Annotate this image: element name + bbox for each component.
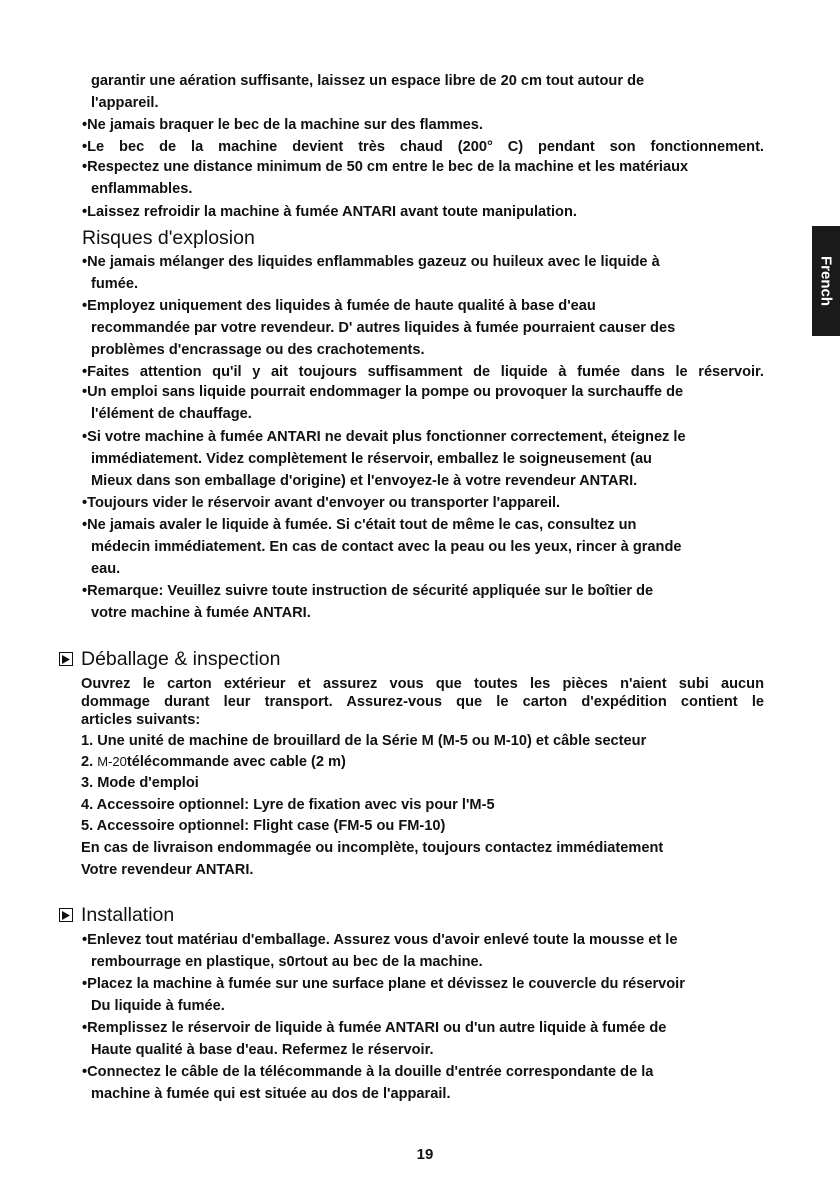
unpacking-item-1: 1. Une unité de machine de brouillard de la Série M (M-5 ou M-10) et câble secteur <box>81 733 647 749</box>
explosion-title: Risques d'explosion <box>82 227 255 249</box>
installation-line-8: machine à fumée qui est située au dos de l'apparail. <box>91 1086 451 1102</box>
safety-line-4: •Le bec de la machine devient très chaud (200° C) pendant son fonctionnement. <box>82 139 764 155</box>
installation-line-1: •Enlevez tout matériau d'emballage. Assurez vous d'avoir enlevé toute la mousse et le <box>82 932 678 948</box>
explosion-line-12: •Toujours vider le réservoir avant d'envoyer ou transporter l'appareil. <box>82 495 561 511</box>
safety-line-6: enflammables. <box>91 181 193 197</box>
safety-line-1: garantir une aération suffisante, laissez un espace libre de 20 cm tout autour de <box>91 73 645 89</box>
installation-line-4: Du liquide à fumée. <box>91 998 225 1014</box>
explosion-line-17: votre machine à fumée ANTARI. <box>91 605 311 621</box>
explosion-line-10: immédiatement. Videz complètement le réservoir, emballez le soigneusement (au <box>91 451 652 467</box>
unpacking-item-2 <box>81 753 346 771</box>
item-2-number: 2. <box>81 754 94 770</box>
installation-line-5: •Remplissez le réservoir de liquide à fumée ANTARI ou d'un autre liquide à fumée de <box>82 1020 667 1036</box>
item-2-text: télécommande avec cable (2 m) <box>126 754 346 770</box>
unpacking-title: Déballage & inspection <box>81 648 281 670</box>
installation-line-3: •Placez la machine à fumée sur une surface plane et dévissez le couvercle du réservoir <box>82 976 685 992</box>
unpacking-intro-2: dommage durant leur transport. Assurez-vous que le carton d'expédition contient le <box>81 694 764 710</box>
installation-line-2: rembourrage en plastique, s0rtout au bec de la machine. <box>91 954 483 970</box>
safety-line-3: •Ne jamais braquer le bec de la machine sur des flammes. <box>82 117 483 133</box>
unpacking-item-3: 3. Mode d'emploi <box>81 775 199 791</box>
unpacking-outro-1: En cas de livraison endommagée ou incomplète, toujours contactez immédiatement <box>81 840 664 856</box>
unpacking-outro-2: Votre revendeur ANTARI. <box>81 862 254 878</box>
unpacking-intro-3: articles suivants: <box>81 712 201 728</box>
safety-line-7: •Laissez refroidir la machine à fumée ANTARI avant toute manipulation. <box>82 204 577 220</box>
explosion-line-13: •Ne jamais avaler le liquide à fumée. Si c'était tout de même le cas, consultez un <box>82 517 637 533</box>
installation-line-7: •Connectez le câble de la télécommande à la douille d'entrée correspondante de la <box>82 1064 654 1080</box>
language-tab <box>812 226 840 336</box>
section-play-icon <box>59 652 73 666</box>
explosion-line-1: •Ne jamais mélanger des liquides enflammables gazeuz ou huileux avec le liquide à <box>82 254 660 270</box>
explosion-line-11: Mieux dans son emballage d'origine) et l'envoyez-le à votre revendeur ANTARI. <box>91 473 638 489</box>
unpacking-intro-1: Ouvrez le carton extérieur et assurez vous que toutes les pièces n'aient subi aucun <box>81 676 764 692</box>
explosion-line-16: •Remarque: Veuillez suivre toute instruction de sécurité appliquée sur le boîtier de <box>82 583 654 599</box>
explosion-line-9: •Si votre machine à fumée ANTARI ne devait plus fonctionner correctement, éteignez le <box>82 429 686 445</box>
explosion-line-4: recommandée par votre revendeur. D' autres liquides à fumée pourraient causer des <box>91 320 676 336</box>
unpacking-item-5: 5. Accessoire optionnel: Flight case (FM-5 ou FM-10) <box>81 818 446 834</box>
explosion-line-15: eau. <box>91 561 121 577</box>
explosion-line-8: l'élément de chauffage. <box>91 406 252 422</box>
safety-line-2: l'appareil. <box>91 95 159 111</box>
explosion-line-6: •Faites attention qu'il y ait toujours suffisamment de liquide à fumée dans le réservoir. <box>82 364 764 380</box>
installation-line-6: Haute qualité à base d'eau. Refermez le réservoir. <box>91 1042 434 1058</box>
item-2-model: M-20 <box>97 754 127 769</box>
explosion-line-3: •Employez uniquement des liquides à fumée de haute qualité à base d'eau <box>82 298 596 314</box>
installation-title: Installation <box>81 904 175 926</box>
unpacking-item-4: 4. Accessoire optionnel: Lyre de fixation avec vis pour l'M-5 <box>81 797 495 813</box>
safety-line-5: •Respectez une distance minimum de 50 cm entre le bec de la machine et les matériaux <box>82 159 689 175</box>
explosion-line-7: •Un emploi sans liquide pourrait endommager la pompe ou provoquer la surchauffe de <box>82 384 684 400</box>
explosion-line-5: problèmes d'encrassage ou des crachotements. <box>91 342 425 358</box>
page-number: 19 <box>416 1146 434 1163</box>
explosion-line-14: médecin immédiatement. En cas de contact avec la peau ou les yeux, rincer à grande <box>91 539 682 555</box>
language-tab-label: French <box>817 255 835 307</box>
section-play-icon <box>59 908 73 922</box>
explosion-line-2: fumée. <box>91 276 139 292</box>
